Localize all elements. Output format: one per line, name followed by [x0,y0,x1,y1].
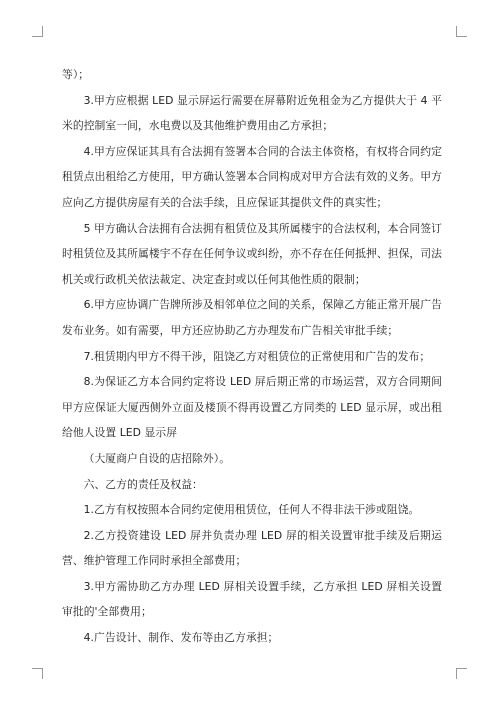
paragraph-clause-3: 3.甲方应根据 LED 显示屏运行需要在屏幕附近免租金为乙方提供大于 4 平米的控制室一间，水电费以及其他维护费用由乙方承担； [62,93,442,133]
paragraph-clause-6: 6.甲方应协调广告牌所涉及相邻单位之间的关系，保障乙方能正常开展广告发布业务。如有需要，甲方还应协助乙方办理发布广告相关审批手续； [62,298,442,337]
paragraph-clause-8: 8.为保证乙方本合同约定将设 LED 屏后期正常的市场运营，双方合同期间甲方应保证大厦西侧外立面及楼顶不得再设置乙方同类的 LED 显示屏，或出租给他人设置 LED 显示屏 [62,375,442,440]
paragraph-b-clause-2: 2.乙方投资建设 LED 屏并负责办理 LED 屏的相关设置审批手续及后期运营、维护管理工作同时承担全部费用； [62,528,442,568]
crop-mark-top-left [32,26,43,37]
paragraph-continuation: 等）； [62,68,90,81]
crop-mark-top-right [456,26,467,37]
paragraph-b-clause-1: 1.乙方有权按照本合同约定使用租赁位，任何人不得非法干涉或阻饶。 [83,503,420,517]
paragraph-b-clause-3: 3.甲方需协助乙方办理 LED 屏相关设置手续，乙方承担 LED 屏相关设置审批的'全部费用； [62,579,442,619]
paragraph-clause-4: 4.甲方应保证其具有合法拥有签署本合同的合法主体资格，有权将合同约定租赁点出租给乙方使用，甲方确认签署本合同构成对甲方合法有效的义务。甲方应向乙方提供房屋有关的合法手续，且应保证其提供文件的真实性； [62,144,442,209]
paragraph-b-clause-4: 4.广告设计、制作、发布等由乙方承担； [83,631,279,645]
paragraph-clause-7: 7.租赁期内甲方不得干涉，阻饶乙方对租赁位的正常使用和广告的发布； [83,349,431,363]
crop-mark-bottom-left [32,668,43,679]
document-body [62,62,442,651]
paragraph-clause-5: 5 甲方确认合法拥有合法拥有租赁位及其所属楼宇的合法权利，本合同签订时租赁位及其所属楼宇不存在任何争议或纠纷，亦不存在任何抵押、担保，司法机关或行政机关依法裁定、决定查封或以任何其他性质的限制； [62,221,442,286]
section-heading-party-b: 六、乙方的责任及权益： [83,477,203,491]
crop-mark-bottom-right [456,668,467,679]
paragraph-clause-8-note: （大厦商户自设的店招除外）。 [83,451,231,465]
